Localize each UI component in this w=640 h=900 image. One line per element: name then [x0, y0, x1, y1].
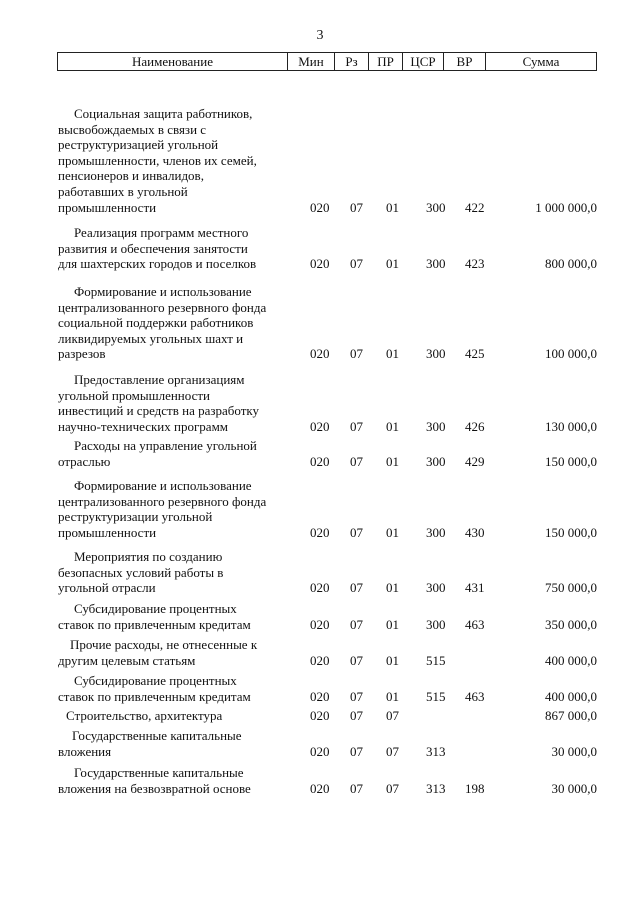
row-name-line: реструктуризации угольной	[58, 509, 213, 525]
cell-min: 020	[310, 453, 330, 469]
cell-rz: 07	[350, 652, 363, 668]
row-name-line: Субсидирование процентных	[74, 673, 237, 688]
row-name-line: научно-технических программ	[58, 418, 229, 434]
row-name-line: промышленности, членов их семей,	[58, 152, 257, 168]
header-pr: ПР	[369, 53, 403, 70]
cell-pr: 01	[386, 580, 399, 596]
page-number: 3	[316, 28, 324, 43]
row-name	[58, 372, 288, 434]
cell-vr: 463	[465, 688, 485, 704]
table-row	[0, 106, 640, 215]
cell-min: 020	[310, 743, 330, 759]
row-name-line: другим целевым статьям	[58, 652, 196, 668]
row-name-line: вложения	[58, 743, 112, 759]
cell-sum: 867 000,0	[545, 708, 597, 723]
cell-csr: 300	[426, 524, 446, 540]
cell-sum: 400 000,0	[545, 688, 597, 704]
cell-rz: 07	[350, 688, 363, 704]
row-name-line: ликвидируемых угольных шахт и	[58, 330, 244, 346]
table-row	[0, 601, 640, 632]
cell-min: 020	[310, 418, 330, 434]
cell-csr: 300	[426, 580, 446, 596]
cell-vr: 425	[465, 346, 485, 362]
table-row	[0, 478, 640, 540]
row-name	[58, 708, 288, 724]
cell-vr: 423	[465, 256, 485, 272]
cell-min: 020	[310, 708, 330, 723]
cell-csr: 515	[426, 652, 446, 668]
row-name-line: Государственные капитальные	[72, 728, 242, 743]
row-name-line: развития и обеспечения занятости	[58, 240, 248, 256]
cell-vr: 198	[465, 780, 485, 796]
table-row	[0, 549, 640, 596]
row-name-line: Расходы на управление угольной	[74, 438, 257, 453]
cell-pr: 07	[386, 743, 399, 759]
cell-sum: 30 000,0	[551, 780, 597, 796]
cell-sum: 750 000,0	[545, 580, 597, 596]
cell-rz: 07	[350, 780, 363, 796]
cell-vr: 426	[465, 418, 485, 434]
cell-sum: 100 000,0	[545, 346, 597, 362]
header-sum: Сумма	[522, 54, 560, 69]
row-name-line: ставок по привлеченным кредитам	[58, 616, 251, 632]
cell-sum: 30 000,0	[551, 743, 597, 759]
row-name	[58, 438, 288, 469]
row-name	[58, 673, 288, 704]
row-name-line: ставок по привлеченным кредитам	[58, 688, 251, 704]
row-name-line: централизованного резервного фонда	[58, 299, 267, 315]
table-row	[0, 673, 640, 704]
row-name-line: угольной отрасли	[58, 580, 156, 596]
row-name-line: высвобождаемых в связи с	[58, 121, 207, 137]
row-name	[58, 225, 288, 272]
row-name	[58, 728, 288, 759]
cell-min: 020	[310, 652, 330, 668]
row-name-line: Социальная защита работников,	[74, 106, 253, 121]
cell-pr: 07	[386, 780, 399, 796]
row-name-line: Субсидирование процентных	[74, 601, 237, 616]
row-name-line: Мероприятия по созданию	[74, 549, 223, 564]
cell-csr: 300	[426, 199, 446, 215]
cell-vr: 422	[465, 199, 485, 215]
row-name-line: Прочие расходы, не отнесенные к	[70, 637, 258, 652]
table-row	[0, 284, 640, 362]
row-name-line: Государственные капитальные	[74, 765, 244, 780]
row-name-line: вложения на безвозвратной основе	[58, 780, 251, 796]
table-row	[0, 637, 640, 668]
cell-min: 020	[310, 780, 330, 796]
cell-sum: 1 000 000,0	[535, 199, 597, 215]
cell-rz: 07	[350, 346, 363, 362]
row-name-line: работавших в угольной	[58, 183, 188, 199]
header-csr: ЦСР	[403, 53, 444, 70]
row-name	[58, 601, 288, 632]
row-name-line: централизованного резервного фонда	[58, 493, 267, 509]
cell-sum: 800 000,0	[545, 256, 597, 272]
cell-csr: 300	[426, 616, 446, 632]
row-name-line: Строительство, архитектура	[66, 708, 223, 723]
cell-rz: 07	[350, 524, 363, 540]
row-name-line: социальной поддержки работников	[58, 315, 254, 331]
header-name: Наименование	[58, 53, 288, 70]
cell-csr: 515	[426, 688, 446, 704]
row-name	[58, 637, 288, 668]
row-name-line: Формирование и использование	[74, 284, 252, 299]
cell-sum: 400 000,0	[545, 652, 597, 668]
row-name-line: Формирование и использование	[74, 478, 252, 493]
cell-rz: 07	[350, 199, 363, 215]
row-name	[58, 765, 288, 796]
cell-pr: 01	[386, 524, 399, 540]
cell-pr: 01	[386, 453, 399, 469]
cell-min: 020	[310, 688, 330, 704]
row-name-line: Реализация программ местного	[74, 225, 249, 240]
row-name	[58, 478, 288, 540]
cell-csr: 313	[426, 743, 446, 759]
row-name-line: промышленности	[58, 524, 157, 540]
cell-pr: 07	[386, 708, 399, 723]
cell-csr: 300	[426, 256, 446, 272]
row-name	[58, 549, 288, 596]
cell-vr: 430	[465, 524, 485, 540]
table-row	[0, 225, 640, 272]
cell-pr: 01	[386, 616, 399, 632]
cell-rz: 07	[350, 256, 363, 272]
table-row	[0, 372, 640, 434]
cell-csr: 300	[426, 418, 446, 434]
table-row	[0, 438, 640, 469]
cell-vr: 429	[465, 453, 485, 469]
header-vr: ВР	[444, 53, 486, 70]
row-name	[58, 284, 288, 362]
row-name-line: инвестиций и средств на разработку	[58, 403, 260, 419]
row-name-line: безопасных условий работы в	[58, 564, 224, 580]
row-name-line: разрезов	[58, 346, 106, 362]
header-min: Мин	[288, 53, 335, 70]
cell-min: 020	[310, 616, 330, 632]
cell-min: 020	[310, 580, 330, 596]
cell-csr: 313	[426, 780, 446, 796]
cell-rz: 07	[350, 580, 363, 596]
cell-min: 020	[310, 199, 330, 215]
cell-rz: 07	[350, 453, 363, 469]
header-rz: Рз	[335, 53, 369, 70]
cell-sum: 130 000,0	[545, 418, 597, 434]
cell-vr: 463	[465, 616, 485, 632]
cell-csr: 300	[426, 346, 446, 362]
cell-rz: 07	[350, 743, 363, 759]
row-name-line: для шахтерских городов и поселков	[58, 256, 257, 272]
row-name-line: отраслью	[58, 453, 111, 469]
cell-sum: 350 000,0	[545, 616, 597, 632]
row-name-line: промышленности	[58, 199, 157, 215]
cell-rz: 07	[350, 418, 363, 434]
cell-rz: 07	[350, 708, 363, 723]
cell-sum: 150 000,0	[545, 524, 597, 540]
cell-pr: 01	[386, 418, 399, 434]
cell-min: 020	[310, 256, 330, 272]
row-name-line: пенсионеров и инвалидов,	[58, 168, 204, 184]
cell-vr: 431	[465, 580, 485, 596]
row-name-line: реструктуризацией угольной	[58, 137, 219, 153]
row-name-line: угольной промышленности	[58, 387, 211, 403]
cell-pr: 01	[386, 256, 399, 272]
row-name-line: Предоставление организациям	[74, 372, 245, 387]
cell-pr: 01	[386, 199, 399, 215]
table-row	[0, 708, 640, 724]
cell-rz: 07	[350, 616, 363, 632]
cell-csr: 300	[426, 453, 446, 469]
cell-pr: 01	[386, 688, 399, 704]
cell-pr: 01	[386, 652, 399, 668]
row-name	[58, 106, 288, 215]
cell-min: 020	[310, 346, 330, 362]
table-row	[0, 728, 640, 759]
cell-pr: 01	[386, 346, 399, 362]
cell-min: 020	[310, 524, 330, 540]
table-row	[0, 765, 640, 796]
cell-sum: 150 000,0	[545, 453, 597, 469]
